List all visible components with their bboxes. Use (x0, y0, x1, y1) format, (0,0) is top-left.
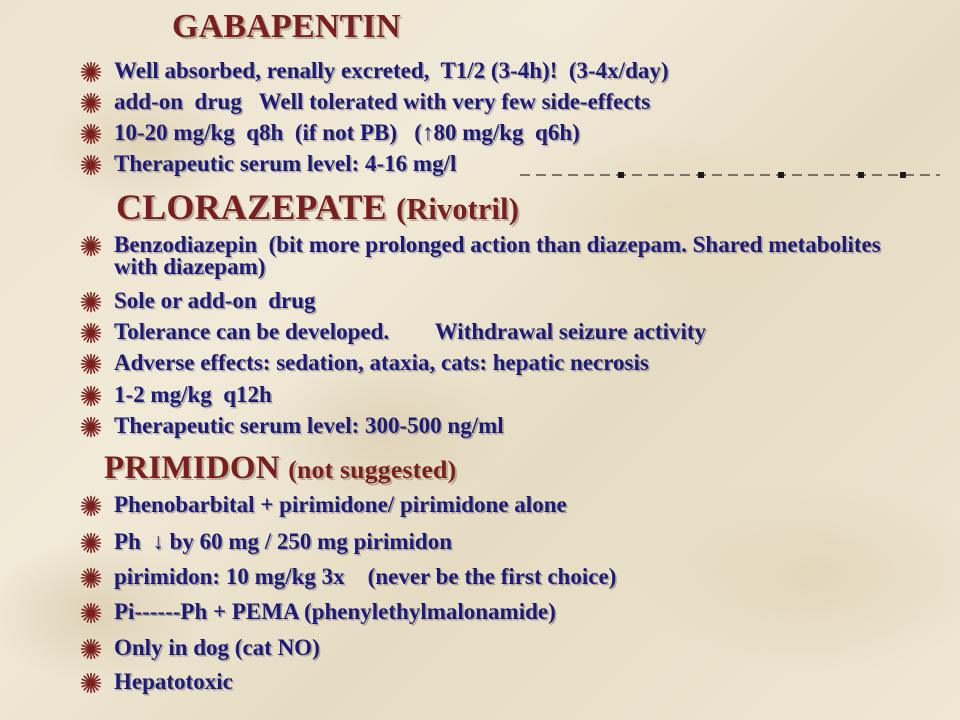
star-burst-icon (80, 602, 102, 624)
list-item (80, 122, 940, 145)
list-item-text: Pi------Ph + PEMA (phenylethylmalonamide) (114, 599, 556, 624)
list-item (80, 384, 940, 407)
star-burst-icon (80, 322, 102, 344)
list-item-text: Therapeutic serum level: 4-16 mg/l (114, 151, 457, 176)
gabapentin-heading (172, 8, 401, 46)
clorazepate-title: CLORAZEPATE (116, 187, 387, 227)
list-item-text: Therapeutic serum level: 300-500 ng/ml (114, 413, 504, 438)
primidon-heading (104, 450, 456, 487)
list-item (80, 637, 940, 660)
list-item (80, 352, 940, 375)
list-item-text: 1-2 mg/kg q12h (114, 382, 272, 407)
list-item (80, 601, 940, 624)
list-item (80, 321, 940, 344)
star-burst-icon (80, 235, 102, 257)
star-burst-icon (80, 154, 102, 176)
primidon-subtitle: (not suggested) (288, 455, 457, 484)
star-burst-icon (80, 532, 102, 554)
star-burst-icon (80, 353, 102, 375)
clorazepate-subtitle: (Rivotril) (396, 192, 520, 226)
star-burst-icon (80, 672, 102, 694)
list-item-text: pirimidon: 10 mg/kg 3x (never be the first choice) (114, 564, 617, 589)
clorazepate-heading (116, 186, 519, 228)
gabapentin-title: GABAPENTIN (172, 8, 401, 45)
list-item-text: Only in dog (cat NO) (114, 635, 320, 660)
primidon-title: PRIMIDON (104, 450, 280, 486)
list-item (80, 566, 940, 589)
star-burst-icon (80, 416, 102, 438)
dashed-divider (520, 168, 940, 182)
list-item-text: 10-20 mg/kg q8h (if not PB) (↑80 mg/kg q6h) (114, 120, 580, 145)
list-item-text: Tolerance can be developed. Withdrawal seizure activity (114, 319, 707, 344)
star-burst-icon (80, 495, 102, 517)
list-item (80, 60, 940, 83)
star-burst-icon (80, 291, 102, 313)
list-item-text: Hepatotoxic (114, 669, 233, 694)
list-item (80, 234, 940, 278)
star-burst-icon (80, 123, 102, 145)
list-item (80, 290, 940, 313)
list-item-text: add-on drug Well tolerated with very few side-effects (114, 89, 651, 114)
list-item (80, 494, 940, 517)
star-burst-icon (80, 567, 102, 589)
list-item-text: Adverse effects: sedation, ataxia, cats: hepatic necrosis (114, 350, 649, 375)
star-burst-icon (80, 92, 102, 114)
list-item-text: Phenobarbital + pirimidone/ pirimidone alone (114, 492, 567, 517)
star-burst-icon (80, 385, 102, 407)
list-item (80, 531, 940, 554)
list-item-text: Benzodiazepin (bit more prolonged action than diazepam. Shared metabolites with diazepam) (114, 232, 887, 279)
list-item-text: Sole or add-on drug (114, 288, 316, 313)
list-item (80, 415, 940, 438)
star-burst-icon (80, 61, 102, 83)
list-item (80, 91, 940, 114)
list-item-text: Well absorbed, renally excreted, T1/2 (3-4h)! (3-4x/day) (114, 58, 669, 83)
star-burst-icon (80, 638, 102, 660)
list-item-text: Ph ↓ by 60 mg / 250 mg pirimidon (114, 529, 453, 554)
list-item (80, 671, 940, 694)
